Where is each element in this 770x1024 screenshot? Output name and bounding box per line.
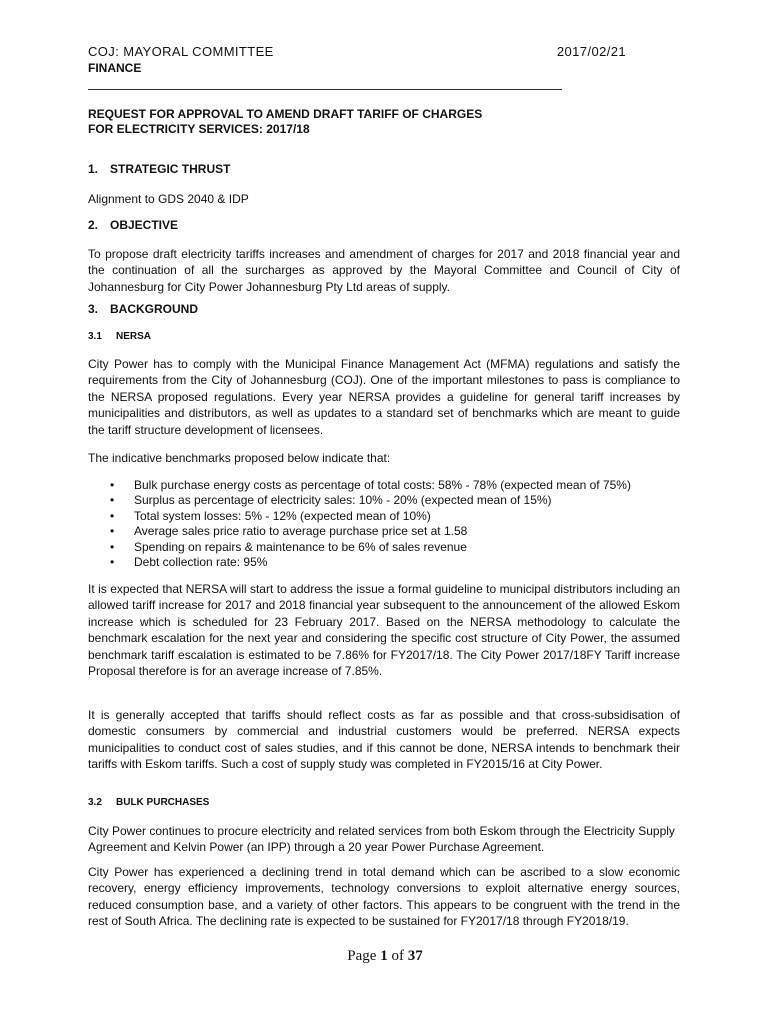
committee-name: COJ: MAYORAL COMMITTEE: [88, 44, 274, 59]
benchmark-text: Spending on repairs & maintenance to be 6% of sales revenue: [134, 539, 467, 554]
section-2-text: To propose draft electricity tariffs increases and amendment of charges for 2017 and 2018 financial year and the continuation of all the surcharges as approved by the Mayoral Committee and Council of City of Johannesburg for City Power Johannesburg Pty Ltd areas of supply.: [88, 247, 680, 294]
section-1-heading: [88, 162, 230, 176]
title-line-1: REQUEST FOR APPROVAL TO AMEND DRAFT TARIFF OF CHARGES: [88, 107, 483, 121]
section-1-number: 1.: [88, 162, 99, 176]
list-item: [88, 493, 680, 508]
benchmark-text: Surplus as percentage of electricity sales: 10% - 20% (expected mean of 15%): [134, 493, 552, 508]
bulk-purchases-paragraph-2: City Power has experienced a declining trend in total demand which can be ascribed to a slow economic recovery, energy efficiency improvements, technology conversions to exploit alternative energy sources, reduced consumption base, and a variety of other factors. This appears to be congruent with the trend in the rest of South Africa. The declining rate is expected to be sustained for FY2017/18 through FY2018/19.: [88, 865, 680, 929]
benchmarks-list: [88, 478, 680, 570]
page-number: [0, 948, 770, 965]
benchmark-text: Bulk purchase energy costs as percentage of total costs: 58% - 78% (expected mean of 75%): [134, 478, 631, 492]
nersa-paragraph-1: City Power has to comply with the Municipal Finance Management Act (MFMA) regulations and satisfy the requirements from the City of Johannesburg (COJ). One of the important milestones to pass is compliance to the NERSA proposed regulations. Every year NERSA provides a guideline for general tariff increases by municipalities and distributors, as well as updates to a standard set of benchmarks which are meant to guide the tariff structure development of licensees.: [88, 357, 680, 437]
title-line-2: FOR ELECTRICITY SERVICES: 2017/18: [88, 122, 310, 136]
bullet-icon: •: [110, 555, 115, 570]
section-3-title: BACKGROUND: [110, 302, 198, 316]
subsection-3-1-number: 3.1: [88, 331, 102, 342]
list-item: [88, 478, 680, 493]
section-1-text: Alignment to GDS 2040 & IDP: [88, 192, 249, 206]
bulk-purchases-paragraph-1: City Power continues to procure electricity and related services from both Eskom through the Electricity Supply Agreement and Kelvin Power (an IPP) through a 20 year Power Purchase Agreement.: [88, 824, 675, 855]
bullet-icon: •: [110, 508, 115, 523]
subsection-3-1-heading: [88, 331, 151, 342]
section-1-title: STRATEGIC THRUST: [110, 162, 231, 176]
header-divider: [88, 89, 562, 90]
subsection-3-2-number: 3.2: [88, 797, 102, 808]
benchmark-text: Total system losses: 5% - 12% (expected mean of 10%): [134, 508, 431, 523]
nersa-paragraph-4: It is generally accepted that tariffs should reflect costs as far as possible and that cross-subsidisation of domestic consumers by commercial and industrial customers would be preferred. NERSA expects municipalities to conduct cost of sales studies, and if this cannot be done, NERSA intends to benchmark their tariffs with Eskom tariffs. Such a cost of supply study was completed in FY2015/16 at City Power.: [88, 708, 680, 772]
of-word: of: [391, 948, 404, 964]
bullet-icon: •: [110, 478, 115, 492]
section-2-number: 2.: [88, 218, 99, 232]
section-3-heading: [88, 302, 198, 316]
list-item: [88, 540, 680, 555]
nersa-paragraph-2: The indicative benchmarks proposed below indicate that:: [88, 451, 391, 465]
section-2-title: OBJECTIVE: [110, 218, 179, 232]
benchmark-text: Average sales price ratio to average purchase price set at 1.58: [134, 524, 468, 539]
total-pages: 37: [407, 948, 423, 964]
list-item: [88, 524, 680, 539]
benchmark-text: Debt collection rate: 95%: [134, 555, 268, 570]
document-date: 2017/02/21: [556, 44, 626, 59]
section-2-heading: [88, 218, 178, 232]
list-item: [88, 555, 680, 570]
bullet-icon: •: [110, 539, 115, 554]
bullet-icon: •: [110, 493, 115, 508]
subsection-3-2-heading: [88, 797, 209, 808]
document-title: [88, 107, 482, 137]
current-page: 1: [380, 948, 388, 964]
section-3-number: 3.: [88, 302, 99, 316]
page-word: Page: [347, 948, 377, 964]
bullet-icon: •: [110, 524, 115, 539]
nersa-paragraph-3: It is expected that NERSA will start to address the issue a formal guideline to municipal distributors including an allowed tariff increase for 2017 and 2018 financial year subsequent to the announcement of the allowed Eskom increase which is scheduled for 23 February 2017. Based on the NERSA methodology to calculate the benchmark escalation for the next year and considering the specific cost structure of City Power, the assumed benchmark tariff escalation is estimated to be 7.86% for FY2017/18. The City Power 2017/18FY Tariff increase Proposal therefore is for an average increase of 7.85%.: [88, 582, 680, 679]
subsection-3-1-title: NERSA: [116, 331, 152, 342]
department-name: FINANCE: [88, 61, 142, 75]
list-item: [88, 509, 680, 524]
subsection-3-2-title: BULK PURCHASES: [116, 797, 210, 808]
